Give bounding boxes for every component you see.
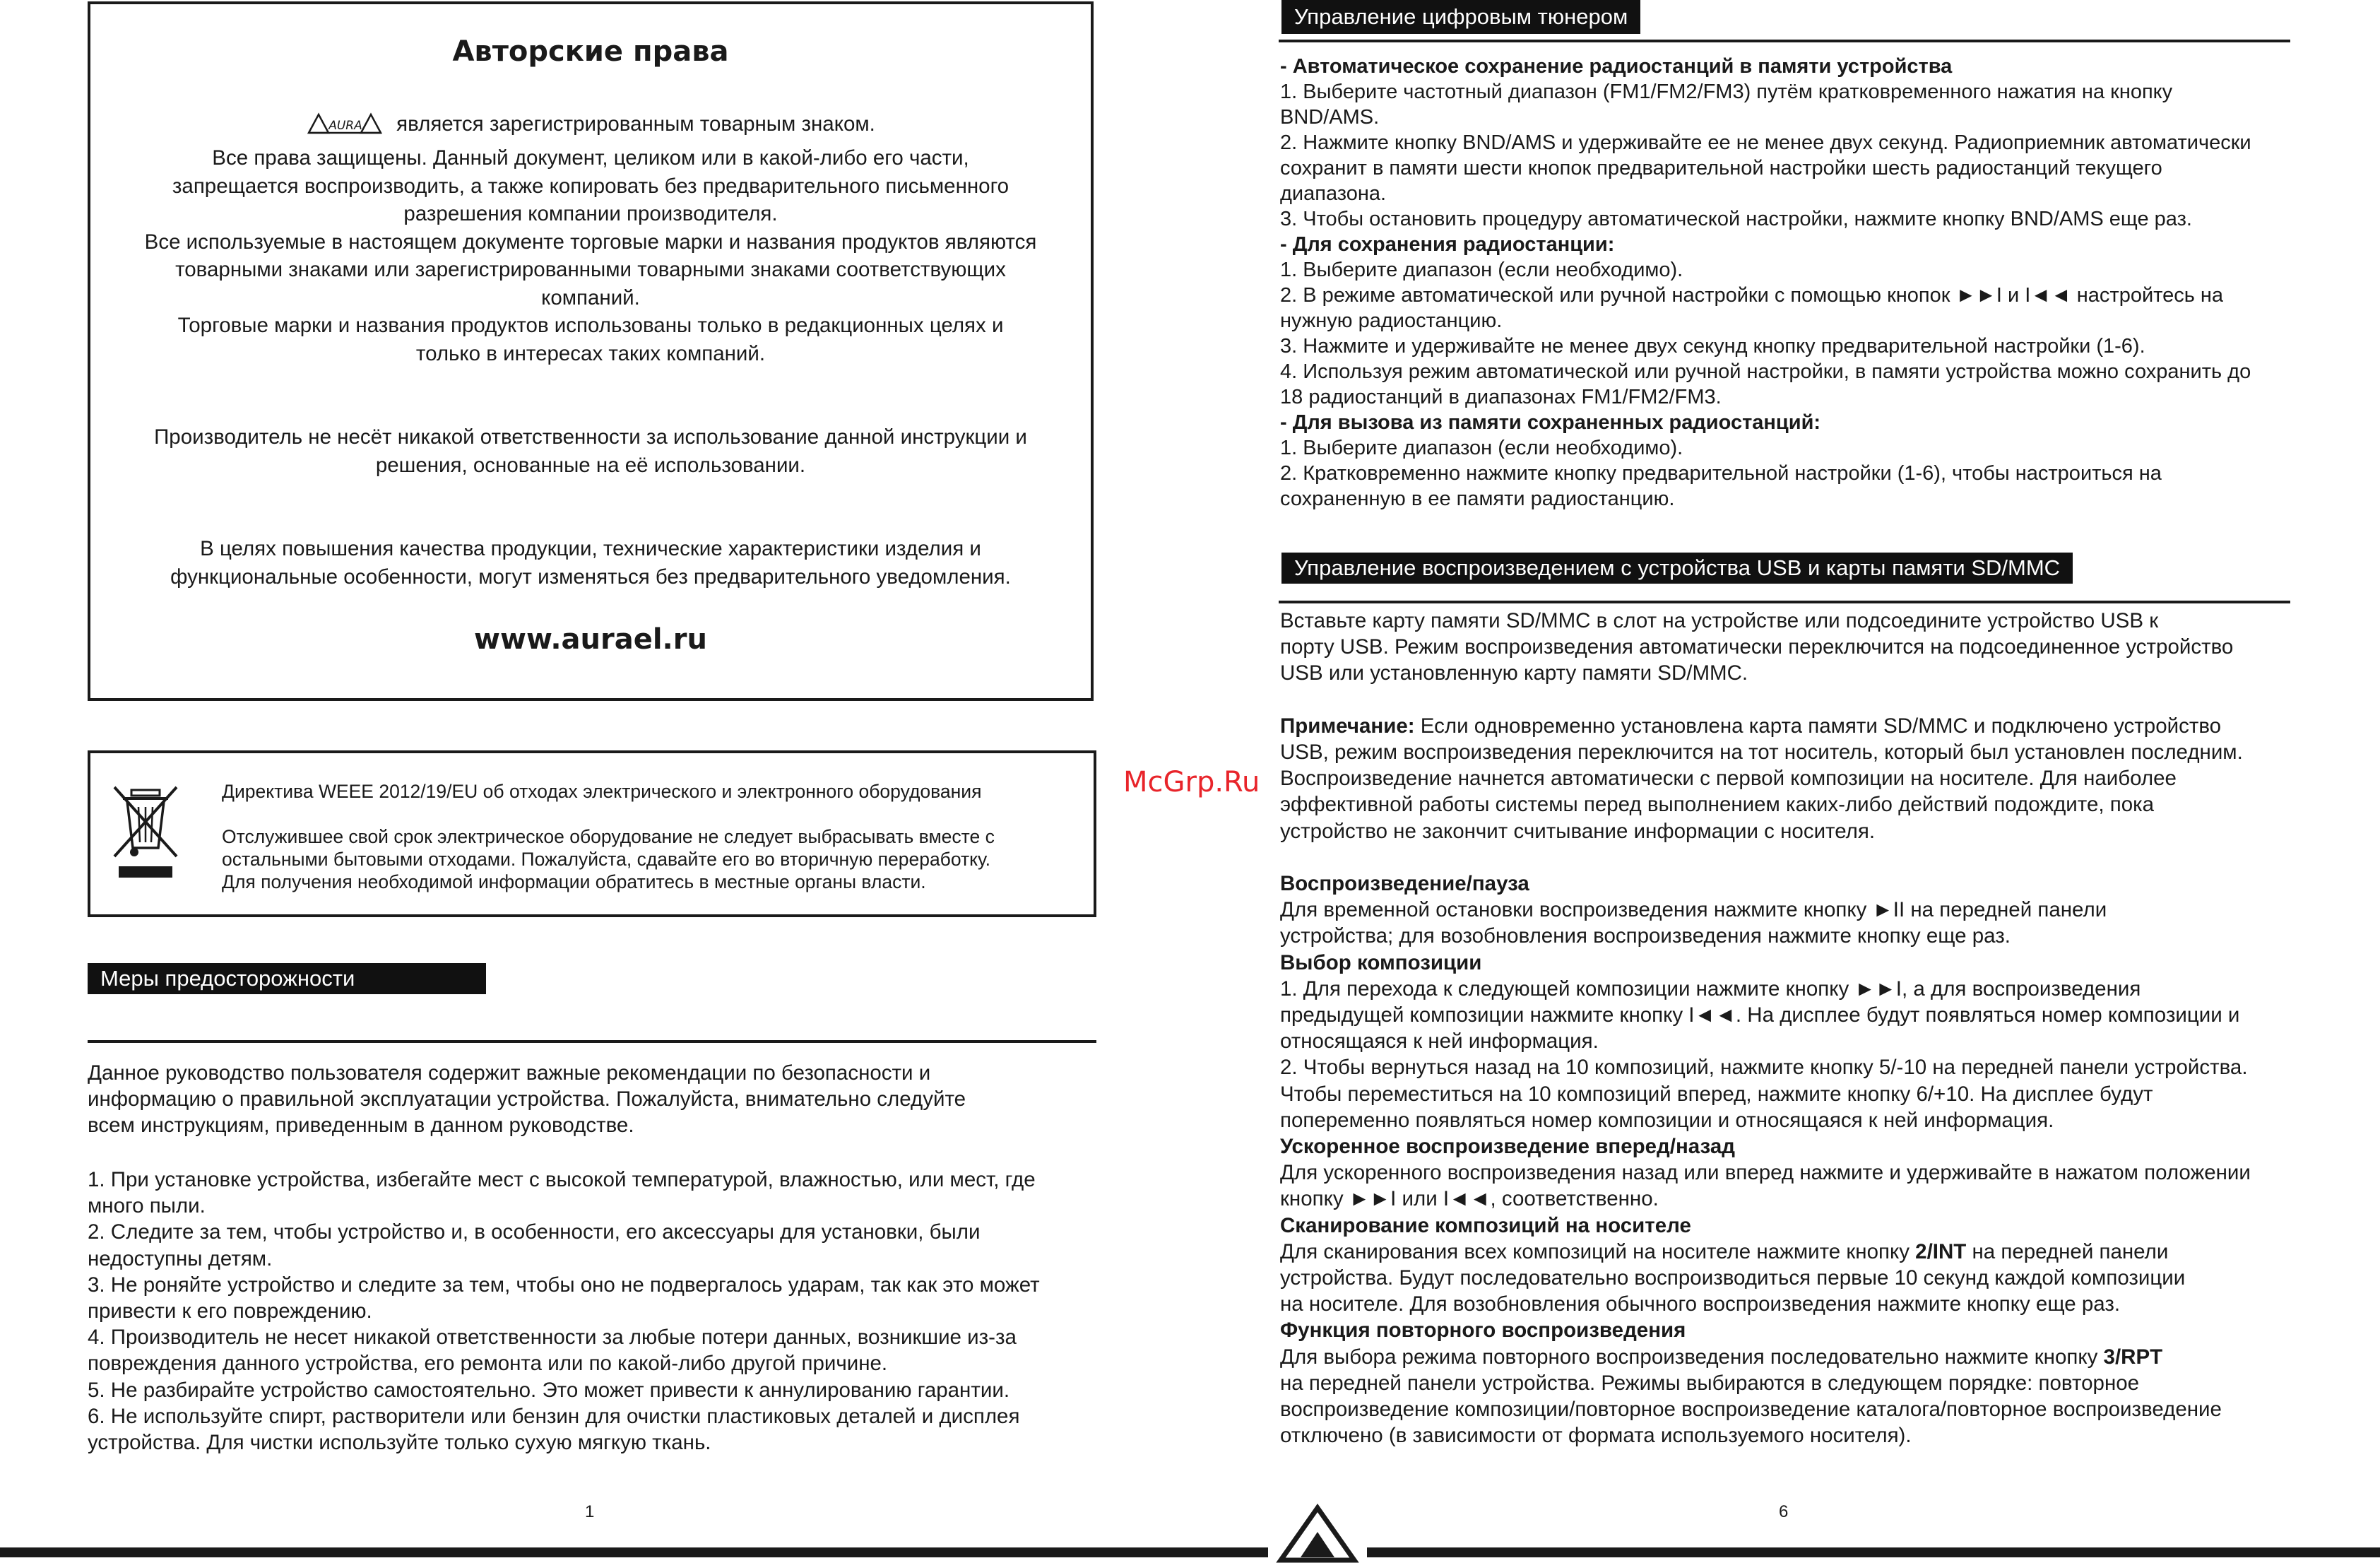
note-line: эффективной работы системы перед выполнением каких-либо действий подождите, пока	[1280, 793, 2155, 817]
note-line: устройство не закончит считывание информации с носителя.	[1280, 819, 1876, 843]
usb-section	[1280, 608, 2251, 1449]
save-line: 3. Нажмите и удерживайте не менее двух секунд кнопку предварительной настройки (1-6).	[1280, 335, 2145, 358]
recall-title: - Для вызова из памяти сохраненных радиостанций:	[1280, 411, 1821, 434]
tuner-rule	[1279, 40, 2290, 42]
weee-box	[88, 750, 1096, 917]
recall-line: 1. Выберите диапазон (если необходимо).	[1280, 437, 1683, 459]
auto-save-title: - Автоматическое сохранение радиостанций в памяти устройства	[1280, 55, 1953, 78]
copyright-title: Авторские права	[452, 35, 729, 68]
precaution-item: 6. Не используйте спирт, растворители или бензин для очистки пластиковых деталей и дисплея	[88, 1404, 1020, 1428]
precautions-list	[88, 1167, 1040, 1456]
select-line: 2. Чтобы вернуться назад на 10 композиций, нажмите кнопку 5/-10 на передней панели устройства.	[1280, 1056, 2248, 1080]
precautions-intro-line: Данное руководство пользователя содержит важные рекомендации по безопасности и	[88, 1061, 931, 1085]
repeat-pre: Для выбора режима повторного воспроизведения последовательно нажмите кнопку	[1280, 1345, 2104, 1369]
weee-text	[222, 780, 995, 893]
liability-line: Производитель не несёт никакой ответственности за использование данной инструкции и	[154, 425, 1027, 449]
page-number-left: 1	[585, 1502, 595, 1521]
copyright-para1-line: только в интересах таких компаний.	[415, 341, 766, 365]
copyright-para1-line: товарными знаками или зарегистрированными товарными знаками соответствующих	[175, 258, 1006, 282]
ff-title: Ускоренное воспроизведение вперед/назад	[1280, 1135, 1735, 1159]
recall-line: 2. Кратковременно нажмите кнопку предварительной настройки (1-6), чтобы настроиться на	[1280, 462, 2162, 485]
usb-rule	[1279, 601, 2290, 603]
website-url[interactable]: www.aurael.ru	[474, 623, 707, 656]
precaution-item: повреждения данного устройства, его ремонта или по какой-либо другой причине.	[88, 1352, 888, 1376]
recall-line: сохраненную в ее памяти радиостанцию.	[1280, 488, 1675, 510]
copyright-para1-line: Все используемые в настоящем документе торговые марки и названия продуктов являются	[144, 230, 1037, 254]
scan-title: Сканирование композиций на носителе	[1280, 1213, 1691, 1237]
precautions-intro-line: всем инструкциям, приведенным в данном руководстве.	[88, 1114, 634, 1138]
weee-line: Для получения необходимой информации обратитесь в местные органы власти.	[222, 871, 926, 892]
precaution-item: 4. Производитель не несет никакой ответственности за любые потери данных, возникшие из-за	[88, 1326, 1017, 1350]
scan-post: на передней панели	[1966, 1239, 2169, 1263]
usb-intro-line: порту USB. Режим воспроизведения автоматически переключится на подсоединенное устройство	[1280, 635, 2234, 659]
save-line: 18 радиостанций в диапазонах FM1/FM2/FM3.	[1280, 386, 1722, 408]
auto-save-line: сохранит в памяти шести кнопок предварительной настройки шесть радиостанций текущего	[1280, 157, 2162, 179]
trademark-text: является зарегистрированным товарным знаком.	[396, 112, 875, 136]
scan-line: устройства. Будут последовательно воспроизводиться первые 10 секунд каждой композиции	[1280, 1266, 2186, 1290]
trademark-line	[105, 110, 1077, 144]
note-line: USB, режим воспроизведения переключится на тот носитель, который был установлен последним.	[1280, 741, 2243, 764]
precautions-rule	[88, 1040, 1096, 1043]
page-number-right: 6	[1779, 1502, 1789, 1521]
save-title: - Для сохранения радиостанции:	[1280, 233, 1615, 256]
watermark: McGrp.Ru	[1123, 766, 1260, 798]
scan-pre: Для сканирования всех композиций на носителе нажмите кнопку	[1280, 1239, 1916, 1263]
precaution-item: 5. Не разбирайте устройство самостоятельно. Это может привести к аннулированию гарантии.	[88, 1378, 1010, 1402]
bottom-bar	[0, 1547, 2380, 1557]
scan-key: 2/INT	[1915, 1239, 1967, 1263]
copyright-para1-line: запрещается воспроизводить, а также копировать без предварительного письменного	[172, 174, 1010, 198]
note-first-line	[1280, 713, 2251, 739]
repeat-key: 3/RPT	[2103, 1345, 2163, 1369]
copyright-para1-line: разрешения компании производителя.	[403, 202, 778, 226]
changes-line: В целях повышения качества продукции, технические характеристики изделия и	[200, 537, 981, 561]
play-line: устройства; для возобновления воспроизведения нажмите кнопку еще раз.	[1280, 924, 2011, 948]
save-line: 1. Выберите диапазон (если необходимо).	[1280, 259, 1683, 281]
select-line: относящаяся к ней информация.	[1280, 1030, 1599, 1054]
select-line: попеременно появляться номер композиции и относящаяся к ней информация.	[1280, 1108, 2054, 1132]
select-title: Выбор композиции	[1280, 950, 1482, 974]
auto-save-line: диапазона.	[1280, 182, 1387, 205]
auto-save-line: 2. Нажмите кнопку BND/AMS и удерживайте ее не менее двух секунд. Радиоприемник автоматически	[1280, 131, 2251, 154]
scan-line: на носителе. Для возобновления обычного воспроизведения нажмите кнопку еще раз.	[1280, 1292, 2121, 1316]
precautions-intro	[88, 1060, 966, 1139]
aura-logo-text: AURA	[328, 118, 362, 133]
copyright-text	[105, 110, 1077, 591]
save-line: нужную радиостанцию.	[1280, 309, 1503, 332]
ff-line: кнопку ►►I или I◄◄, соответственно.	[1280, 1187, 1659, 1211]
triangle-emblem-icon	[1268, 1504, 1367, 1563]
auto-save-line: BND/AMS.	[1280, 106, 1380, 129]
play-line: Для временной остановки воспроизведения нажмите кнопку ►II на передней панели	[1280, 898, 2107, 922]
copyright-box	[88, 1, 1094, 701]
ff-line: Для ускоренного воспроизведения назад или вперед нажмите и удерживайте в нажатом положении	[1280, 1161, 2251, 1185]
weee-line: остальными бытовыми отходами. Пожалуйста, сдавайте его во вторичную переработку.	[222, 849, 991, 870]
note-text: Если одновременно установлена карта памяти SD/MMC и подключено устройство	[1414, 714, 2222, 738]
select-line: Чтобы переместиться на 10 композиций вперед, нажмите кнопку 6/+10. На дисплее будут	[1280, 1082, 2153, 1106]
precaution-item: 2. Следите за тем, чтобы устройство и, в особенности, его аксессуары для установки, были	[88, 1220, 981, 1244]
auto-save-line: 3. Чтобы остановить процедуру автоматической настройки, нажмите кнопку BND/AMS еще раз.	[1280, 208, 2192, 230]
precaution-item: привести к его повреждению.	[88, 1299, 372, 1323]
precaution-item: устройства. Для чистки используйте только сухую мягкую ткань.	[88, 1431, 711, 1455]
precaution-item: недоступны детям.	[88, 1246, 273, 1270]
copyright-para1-line: Торговые марки и названия продуктов использованы только в редакционных целях и	[177, 314, 1004, 338]
tuner-section	[1280, 54, 2251, 512]
auto-save-line: 1. Выберите частотный диапазон (FM1/FM2/FM3) путём кратковременного нажатия на кнопку	[1280, 81, 2173, 103]
note-label: Примечание:	[1280, 714, 1415, 738]
changes-line: функциональные особенности, могут изменяться без предварительного уведомления.	[170, 565, 1011, 589]
repeat-line: отключено (в зависимости от формата используемого носителя).	[1280, 1424, 1912, 1448]
tuner-heading: Управление цифровым тюнером	[1281, 0, 1640, 34]
weee-line: Отслужившее свой срок электрическое оборудование не следует выбрасывать вместе с	[222, 826, 995, 847]
repeat-line: воспроизведение композиции/повторное воспроизведение каталога/повторное воспроизведение	[1280, 1398, 2222, 1422]
precautions-heading: Меры предосторожности	[88, 963, 486, 994]
note-line: Воспроизведение начнется автоматически с первой композиции на носителе. Для наиболее	[1280, 767, 2177, 791]
crossed-out-bin-icon	[110, 783, 181, 882]
repeat-first-line	[1280, 1344, 2251, 1370]
save-line: 2. В режиме автоматической или ручной настройки с помощью кнопок ►►I и I◄◄ настройтесь на	[1280, 284, 2224, 307]
select-line: предыдущей композиции нажмите кнопку I◄◄. На дисплее будут появляться номер композиции и	[1280, 1003, 2240, 1027]
save-line: 4. Используя режим автоматической или ручной настройки, в памяти устройства можно сохранить до	[1280, 360, 2251, 383]
play-title: Воспроизведение/пауза	[1280, 872, 1529, 895]
usb-intro-line: Вставьте карту памяти SD/MMC в слот на устройстве или подсоедините устройство USB к	[1280, 609, 2159, 632]
copyright-para1-line: компаний.	[541, 285, 640, 309]
scan-first-line	[1280, 1239, 2251, 1265]
precaution-item: 3. Не роняйте устройство и следите за тем, чтобы оно не подвергалось ударам, так как это может	[88, 1273, 1040, 1297]
precautions-intro-line: информацию о правильной эксплуатации устройства. Пожалуйста, внимательно следуйте	[88, 1087, 966, 1111]
copyright-para1-line: Все права защищены. Данный документ, целиком или в какой-либо его части,	[212, 146, 969, 170]
usb-heading: Управление воспроизведением с устройства USB и карты памяти SD/MMC	[1281, 553, 2073, 584]
liability-line: решения, основанные на её использовании.	[375, 453, 806, 477]
precaution-item: 1. При установке устройства, избегайте мест с высокой температурой, влажностью, или мест, где	[88, 1168, 1036, 1191]
usb-intro-line: USB или установленную карту памяти SD/MMC.	[1280, 661, 1748, 685]
repeat-line: на передней панели устройства. Режимы выбираются в следующем порядке: повторное	[1280, 1371, 2140, 1395]
weee-directive: Директива WEEE 2012/19/EU об отходах электрического и электронного оборудования	[222, 781, 982, 802]
select-line: 1. Для перехода к следующей композиции нажмите кнопку ►►I, а для воспроизведения	[1280, 977, 2141, 1001]
repeat-title: Функция повторного воспроизведения	[1280, 1319, 1686, 1343]
precaution-item: много пыли.	[88, 1194, 206, 1218]
aura-logo	[306, 112, 384, 137]
